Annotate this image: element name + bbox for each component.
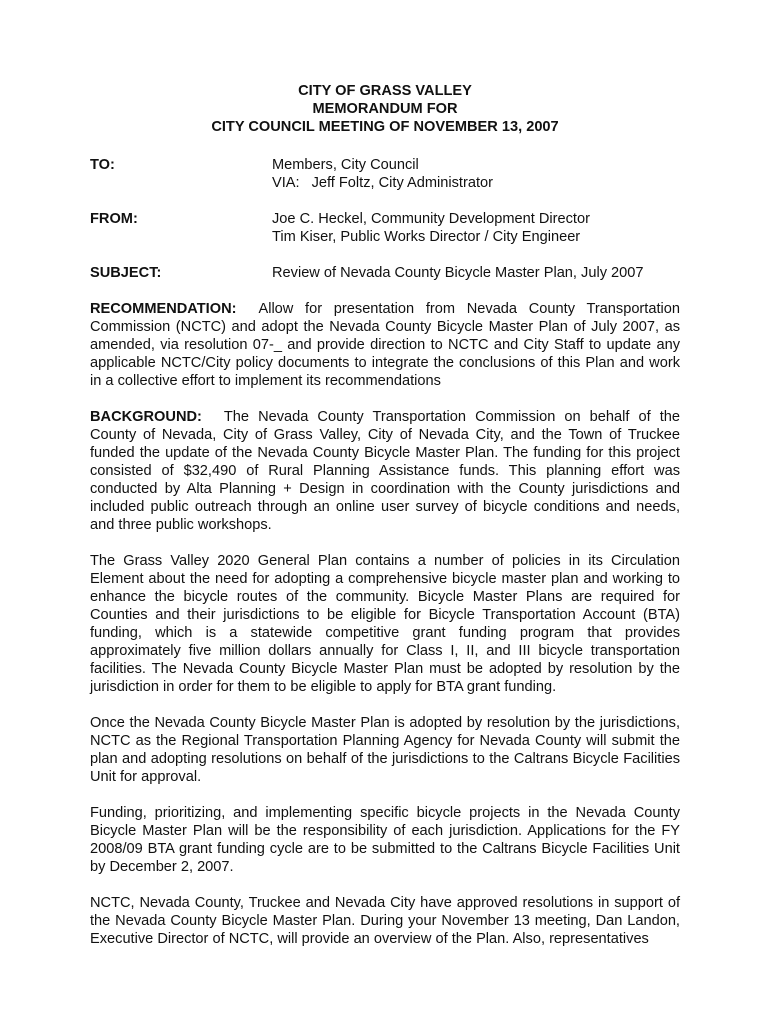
to-label: TO: xyxy=(90,157,115,173)
subject-value: Review of Nevada County Bicycle Master Plan, July 2007 xyxy=(272,265,644,281)
to-via xyxy=(272,174,680,192)
to-value xyxy=(272,156,680,192)
recommendation-label: RECOMMENDATION: xyxy=(90,301,237,317)
recommendation-paragraph xyxy=(90,300,680,390)
title-memorandum: MEMORANDUM FOR xyxy=(312,101,458,117)
background-text: The Nevada County Transportation Commission on behalf of the County of Nevada, City of Grass Valley, City of Nevada City, and the Town of Truckee funded the update of the Nevada County Bicycle Master Plan. The funding for this project consisted of $32,490 of Rural Planning Assistance funds. This planning effort was conducted by Alta Planning + Design in coordination with the County jurisdictions and included public outreach through an online user survey of bicycle conditions and needs, and three public workshops. xyxy=(90,409,680,533)
funding-paragraph: Funding, prioritizing, and implementing specific bicycle projects in the Nevada County Bicycle Master Plan will be the responsibility of each jurisdiction. Applications for the FY 2008/09 BTA grant funding cycle are to be submitted to the Caltrans Bicycle Facilities Unit by December 2, 2007. xyxy=(90,805,680,875)
background-paragraph xyxy=(90,408,680,534)
title-meeting: CITY COUNCIL MEETING OF NOVEMBER 13, 2007 xyxy=(211,119,559,135)
general-plan-paragraph: The Grass Valley 2020 General Plan contains a number of policies in its Circulation Element about the need for adopting a comprehensive bicycle master plan and working to enhance the bicycle routes of the community. Bicycle Master Plans are required for Counties and their jurisdictions to be eligible for Bicycle Transportation Account (BTA) funding, which is a statewide competitive grant funding program that provides approximately five million dollars annually for Class I, II, and III bicycle transportation facilities. The Nevada County Bicycle Master Plan must be adopted by resolution by the jurisdiction in order for them to be eligible to apply for BTA grant funding. xyxy=(90,553,680,695)
memo-page xyxy=(90,82,680,966)
title-city: CITY OF GRASS VALLEY xyxy=(298,83,472,99)
adoption-paragraph: Once the Nevada County Bicycle Master Plan is adopted by resolution by the jurisdictions, NCTC as the Regional Transportation Planning Agency for Nevada County will submit the plan and adopting resolutions on behalf of the jurisdictions to the Caltrans Bicycle Facilities Unit for approval. xyxy=(90,715,680,785)
from-label: FROM: xyxy=(90,211,138,227)
from-row xyxy=(90,210,680,246)
via-name: Jeff Foltz, City Administrator xyxy=(311,175,493,191)
subject-label: SUBJECT: xyxy=(90,265,162,281)
to-row xyxy=(90,156,680,192)
via-label: VIA: xyxy=(272,175,300,191)
recommendation-text: Allow for presentation from Nevada County Transportation Commission (NCTC) and adopt the Nevada County Bicycle Master Plan of July 2007, as amended, via resolution 07-_ and provide direction to NCTC and City Staff to update any applicable NCTC/City policy documents to integrate the conclusions of this Plan and work in a collective effort to implement its recommendations xyxy=(90,301,680,389)
resolutions-paragraph: NCTC, Nevada County, Truckee and Nevada City have approved resolutions in support of the Nevada County Bicycle Master Plan. During your November 13 meeting, Dan Landon, Executive Director of NCTC, will provide an overview of the Plan. Also, representatives xyxy=(90,895,680,947)
background-label: BACKGROUND: xyxy=(90,409,202,425)
from-sender-2: Tim Kiser, Public Works Director / City Engineer xyxy=(272,229,581,245)
from-sender-1: Joe C. Heckel, Community Development Director xyxy=(272,211,590,227)
memo-title xyxy=(90,82,680,136)
to-recipient: Members, City Council xyxy=(272,157,419,173)
from-value xyxy=(272,210,680,246)
subject-row xyxy=(90,264,680,282)
